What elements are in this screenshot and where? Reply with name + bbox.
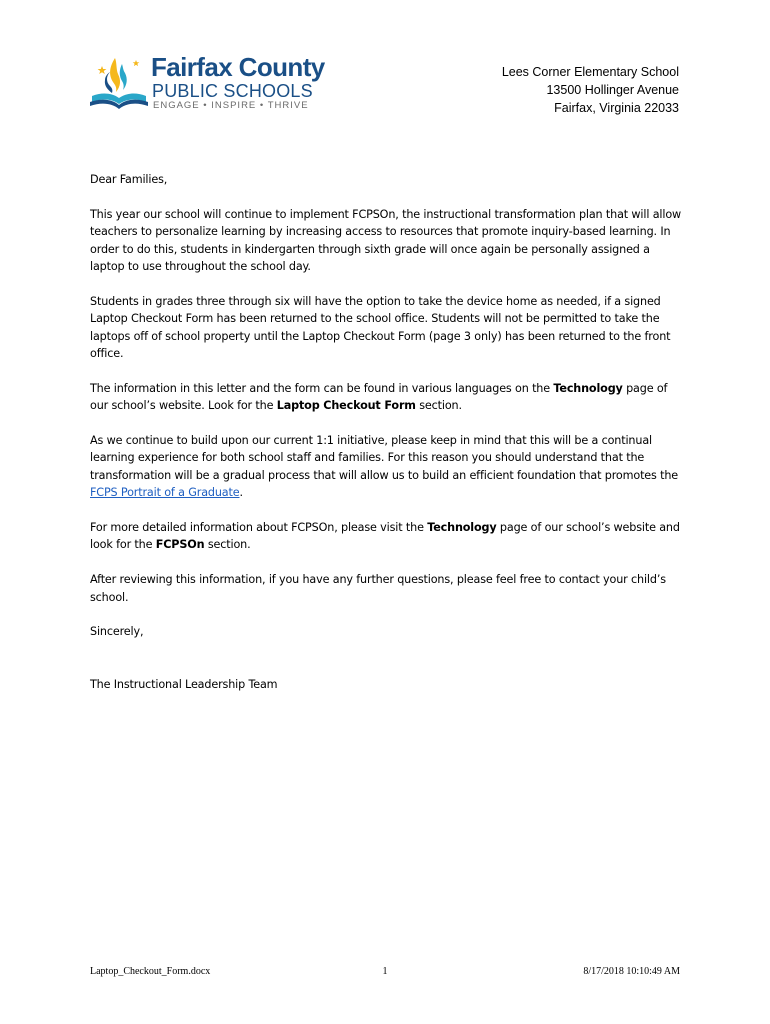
text-run: For more detailed information about FCPSOn, please visit the [90, 521, 428, 535]
bold-laptop-checkout-form: Laptop Checkout Form [276, 399, 416, 413]
page-footer [90, 966, 680, 980]
signature: The Instructional Leadership Team [90, 677, 278, 691]
letter-body [90, 171, 682, 710]
text-run: page of our school’s website. Look for the [90, 381, 668, 413]
bold-technology: Technology [427, 521, 497, 535]
text-run: section. [204, 538, 251, 552]
book-flame-icon [88, 52, 150, 112]
text-run: section. [415, 399, 462, 413]
logo-name: Fairfax County [151, 52, 325, 82]
text-run: page of our school’s website and look for the [90, 521, 680, 552]
school-street: 13500 Hollinger Avenue [546, 83, 679, 97]
portrait-of-graduate-link[interactable]: FCPS Portrait of a Graduate [90, 486, 240, 500]
footer-filename: Laptop_Checkout_Form.docx [90, 966, 211, 977]
paragraph-5 [90, 519, 682, 554]
school-city: Fairfax, Virginia 22033 [554, 101, 679, 115]
paragraph-3 [90, 380, 682, 415]
fcps-logo [88, 52, 328, 114]
bold-fcpson: FCPSOn [155, 538, 205, 552]
paragraph-2: Students in grades three through six will have the option to take the device home as needed, if a signed Laptop Checkout Form has been returned to the school office. Students will not be permitted to take the laptops off of school property until the Laptop Checkout Form (page 3 only) has been returned to the front office. [90, 294, 671, 361]
logo-subtitle: PUBLIC SCHOOLS [152, 81, 313, 101]
school-address [502, 63, 679, 117]
bold-technology: Technology [553, 381, 623, 395]
text-run: . [239, 486, 243, 500]
footer-timestamp: 8/17/2018 10:10:49 AM [583, 966, 680, 977]
paragraph-1: This year our school will continue to implement FCPSOn, the instructional transformation plan that will allow teachers to personalize learning by increasing access to resources that promote inquiry-based learning. In order to do this, students in kindergarten through sixth grade will once again be personally assigned a laptop to use throughout the school day. [90, 207, 682, 274]
greeting: Dear Families, [90, 173, 168, 186]
paragraph-6: After reviewing this information, if you have any further questions, please feel free to contact your child’s school. [90, 573, 666, 604]
footer-page-number: 1 [382, 966, 388, 977]
logo-tagline: ENGAGE • INSPIRE • THRIVE [153, 100, 309, 111]
signature-space [90, 658, 682, 675]
school-name: Lees Corner Elementary School [501, 65, 679, 79]
text-run: The information in this letter and the form can be found in various languages on the [90, 381, 554, 395]
text-run: As we continue to build upon our current 1:1 initiative, please keep in mind that this will be a continual learning experience for both school staff and families. For this reason you should understand that the transformation will be a gradual process that will allow us to build an efficient foundation that promotes the [90, 434, 679, 482]
closing: Sincerely, [90, 625, 144, 639]
paragraph-4 [90, 432, 682, 502]
